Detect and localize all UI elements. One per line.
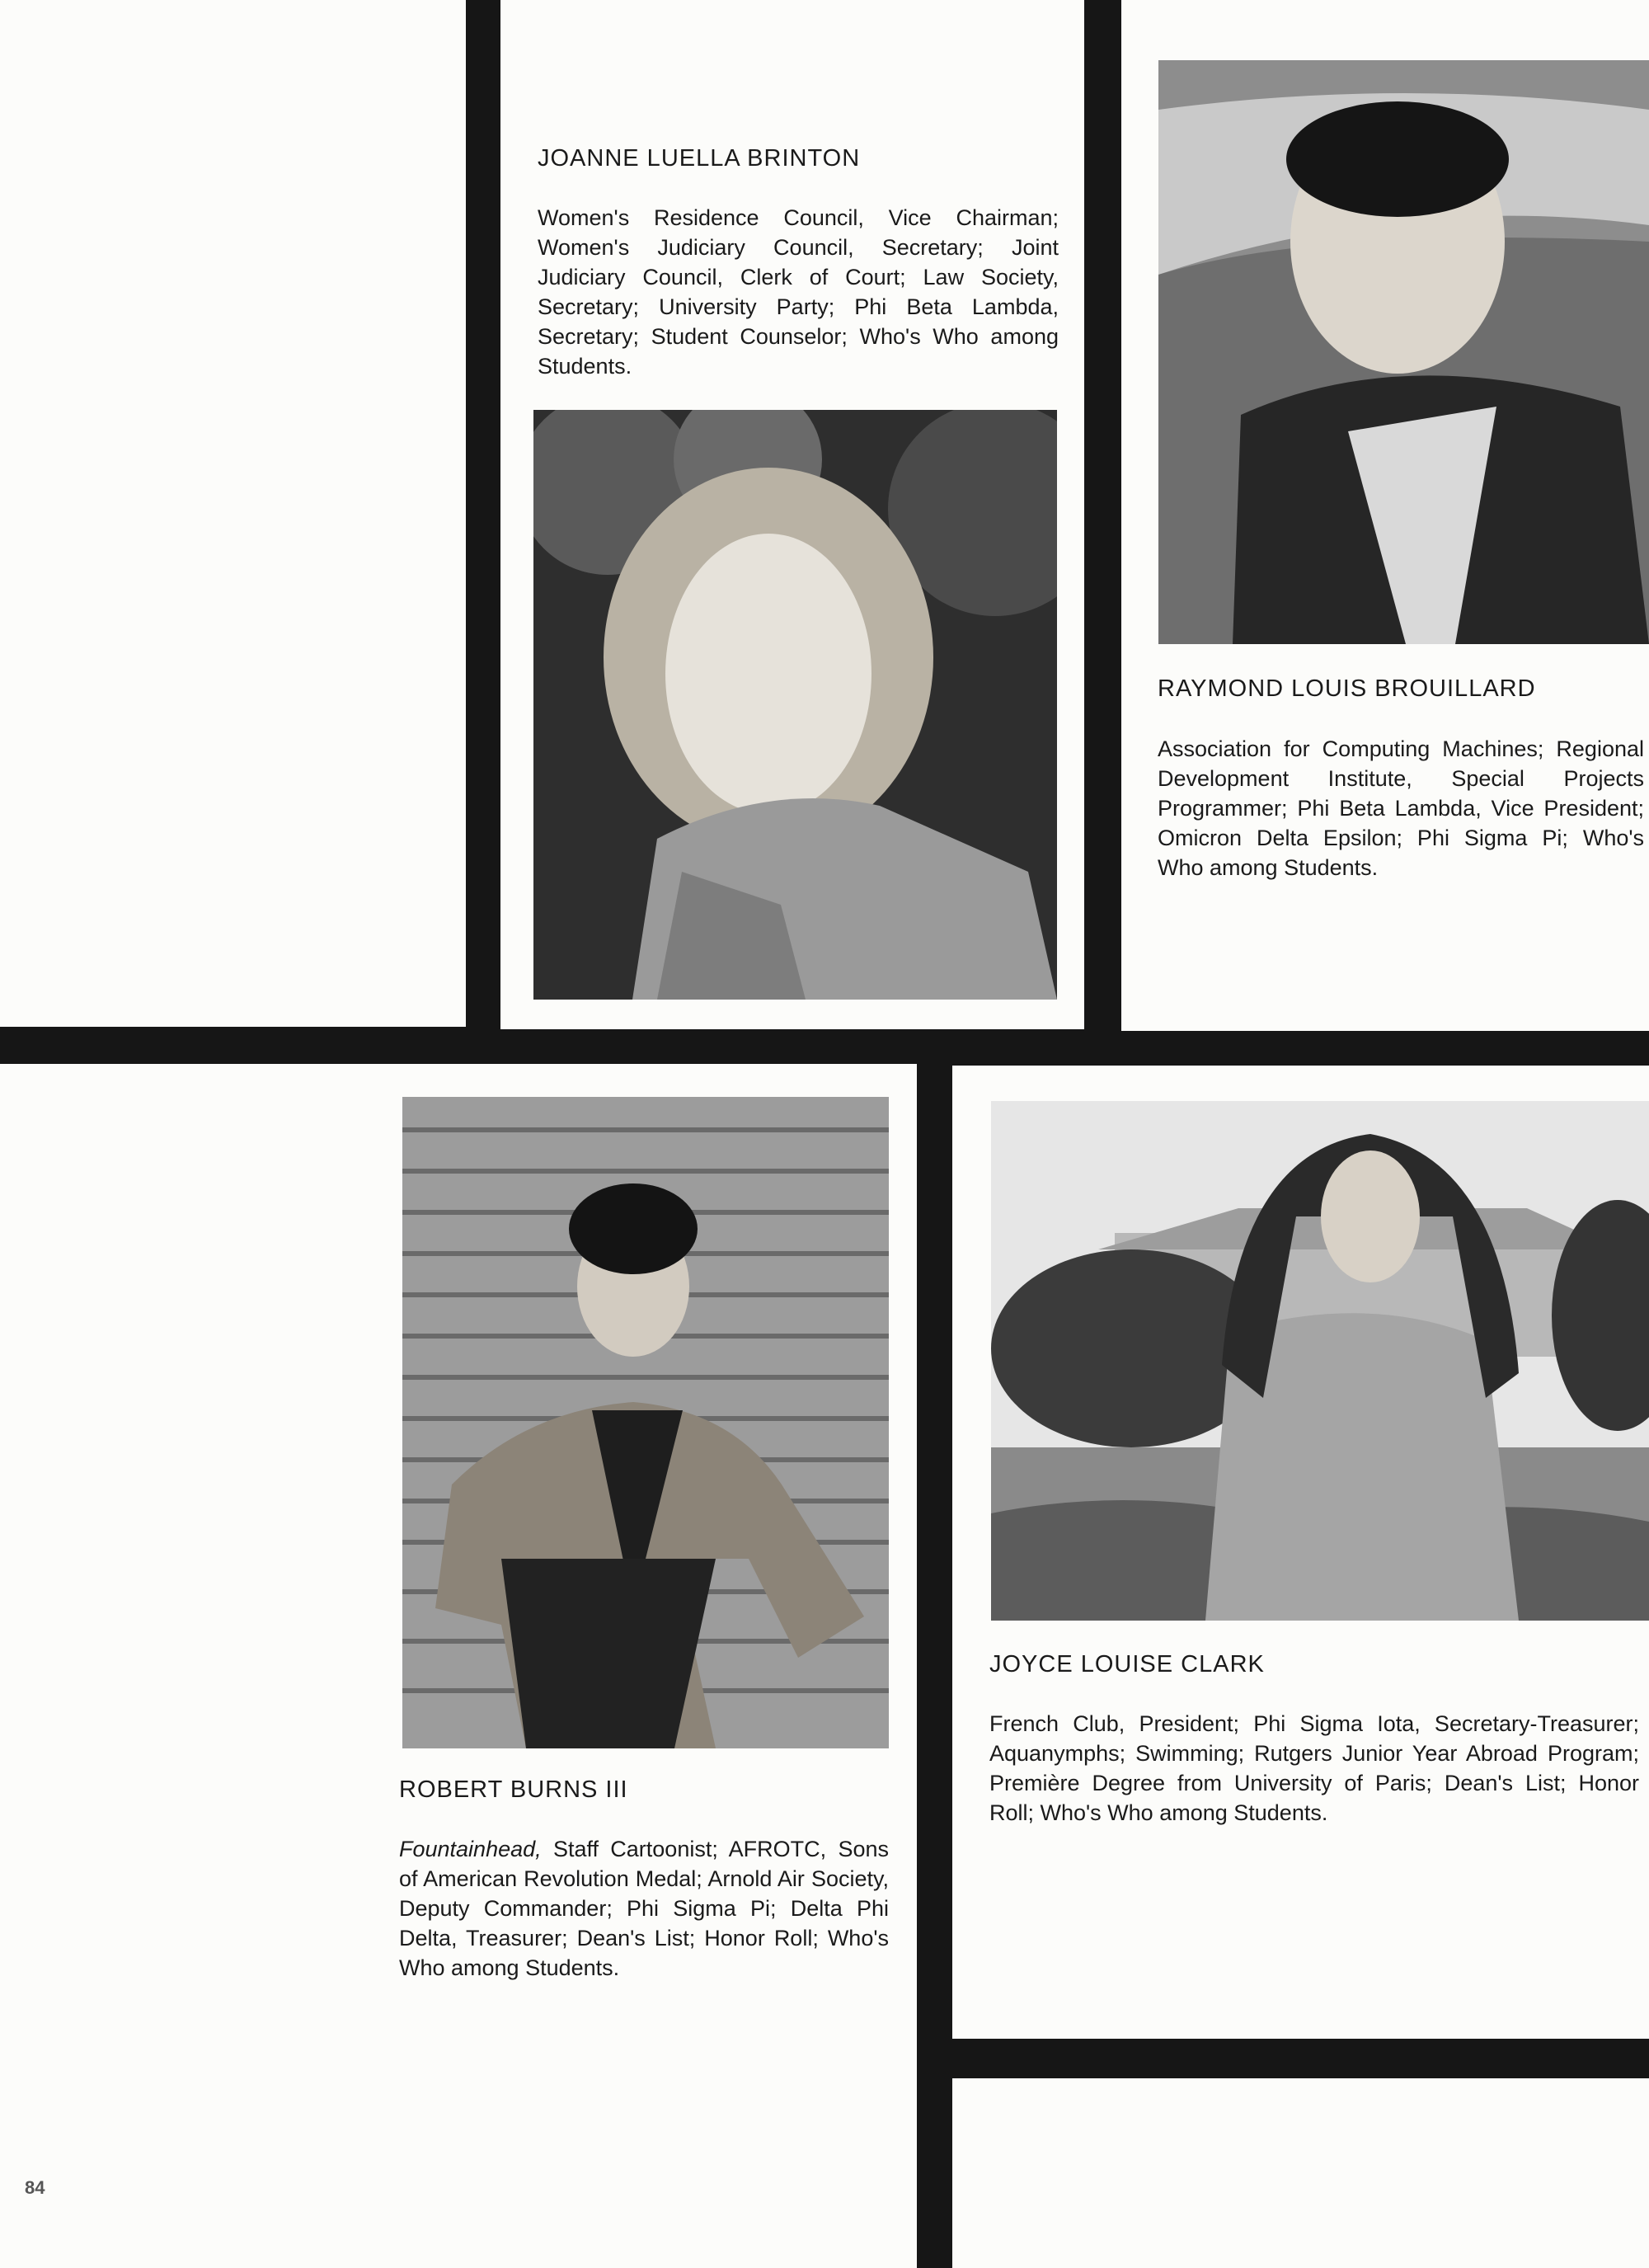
- student-name: JOANNE LUELLA BRINTON: [538, 145, 861, 172]
- page-number: 84: [25, 2177, 45, 2198]
- student-portrait-photo: [991, 1101, 1649, 1621]
- student-bio: Women's Residence Council, Vice Chairman; Women's Judiciary Council, Secretary; Joint Judiciary Council, Clerk of Court; Law Society, Secretary; University Party; Phi Beta Lambda, Secretary; Student Counselor; Who's Who among Students.: [538, 205, 1059, 379]
- panel-bottom-right-blank: [952, 2078, 1649, 2268]
- student-name: RAYMOND LOUIS BROUILLARD: [1158, 675, 1536, 702]
- student-portrait-photo: [1158, 60, 1649, 644]
- student-bio-text: Staff Cartoonist; AFROTC, Sons of American Revolution Medal; Arnold Air Society, Deputy Commander; Phi Sigma Pi; Delta Phi Delta, Treasurer; Dean's List; Honor Roll; Who's Who among Students.: [399, 1837, 889, 1980]
- student-bio: Association for Computing Machines; Regional Development Institute, Special Projects Programmer; Phi Beta Lambda, Vice President; Omicron Delta Epsilon; Phi Sigma Pi; Who's Who among Students.: [1158, 736, 1644, 880]
- student-bio: [399, 1834, 889, 1983]
- student-portrait-photo: [533, 410, 1057, 1000]
- student-bio: French Club, President; Phi Sigma Iota, Secretary-Treasurer; Aquanymphs; Swimming; Rutgers Junior Year Abroad Program; Première Degree from University of Paris; Dean's List; Honor Roll; Who's Who among Students.: [989, 1711, 1639, 1825]
- student-portrait-photo: [402, 1097, 889, 1748]
- panel-top-left-blank: [0, 0, 466, 1027]
- student-name: JOYCE LOUISE CLARK: [989, 1651, 1265, 1677]
- student-name: ROBERT BURNS III: [399, 1776, 628, 1803]
- publication-title: Fountainhead,: [399, 1837, 542, 1861]
